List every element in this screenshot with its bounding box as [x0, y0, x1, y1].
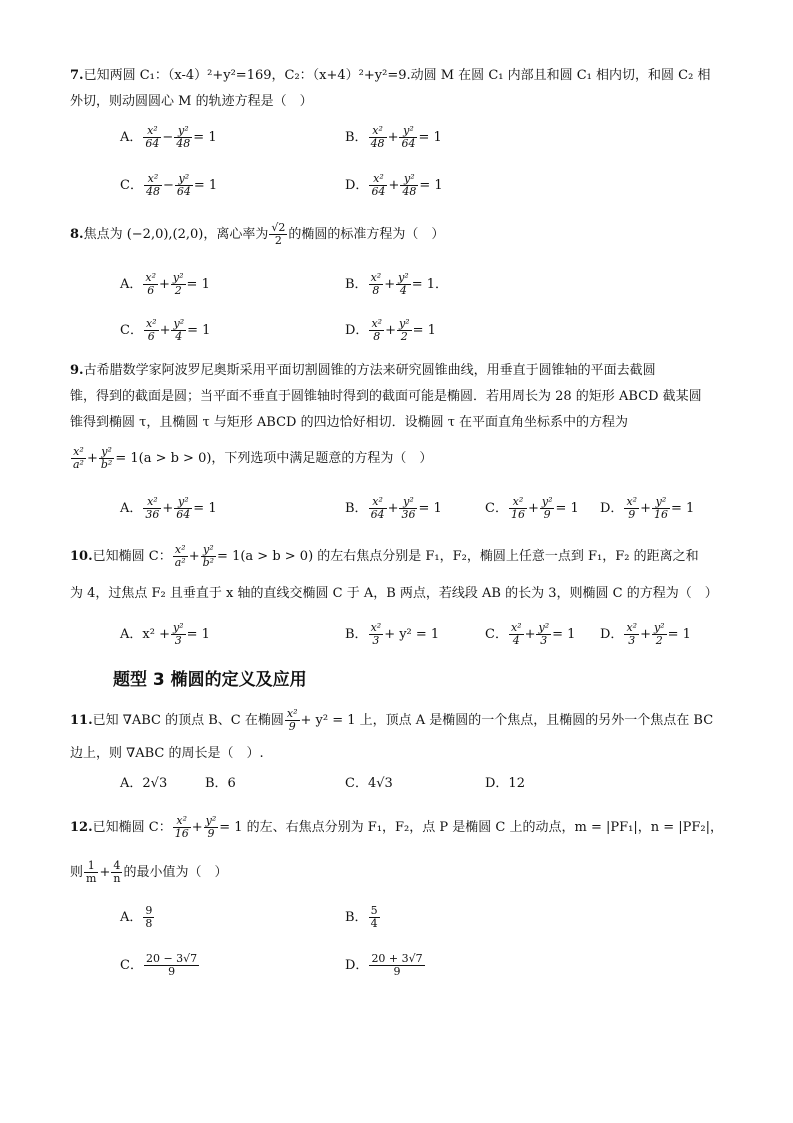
q7-option-a[interactable]: A． $\frac{\text{x²}}{64}$ − $\frac{\text{y²}}{48}$ = 1	[120, 124, 217, 150]
q10-option-a[interactable]: A．x² + $\frac{\text{y²}}{3}$ = 1	[120, 621, 210, 647]
question-7	[70, 63, 732, 115]
q11-option-d[interactable]: D．12	[485, 776, 525, 791]
q12-option-a[interactable]: A． $\frac{9}{8}$	[120, 904, 153, 930]
question-12-line1: 12.已知椭圆 C： $\frac{\text{x²}}{16}$ + $\frac{\text{y²}}{9}$ = 1 的左、右焦点分别为 F₁，F₂，点 P 是椭圆 C 上的动点，m = |PF₁|，n = |PF₂|，	[70, 814, 723, 840]
q10-option-d[interactable]: D． $\frac{\text{x²}}{3}$ + $\frac{\text{y²}}{2}$ = 1	[600, 621, 691, 647]
q12-option-c[interactable]: C． $\frac{20 - 3√7}{9}$	[120, 952, 198, 978]
question-7-line1: 7.已知两圆 C₁：（x-4）²+y²=169，C₂：（x+4）²+y²=9.动圆 M 在圆 C₁ 内部且和圆 C₁ 相内切，和圆 C₂ 相	[70, 68, 711, 83]
q9-option-b[interactable]: B． $\frac{\text{x²}}{64}$ + $\frac{\text{y²}}{36}$ = 1	[345, 495, 442, 521]
question-10-line1: 10.已知椭圆 C： $\frac{\text{x²}}{\text{a²}}$ + $\frac{\text{y²}}{\text{b²}}$ = 1(a > b > 0) 的左右焦点分别是 F₁，F₂，椭圆上任意一点到 F₁，F₂ 的距离之和	[70, 543, 699, 569]
q8-option-d[interactable]: D． $\frac{\text{x²}}{8}$ + $\frac{\text{y²}}{2}$ = 1	[345, 317, 436, 343]
question-8: 8.焦点为 (−2,0),(2,0)，离心率为 $\frac{√2}{2}$ 的椭圆的标准方程为（ ）	[70, 221, 445, 247]
question-7-line2: 外切，则动圆圆心 M 的轨迹方程是（ ）	[70, 94, 313, 109]
q9-option-d[interactable]: D． $\frac{\text{x²}}{9}$ + $\frac{\text{y²}}{16}$ = 1	[600, 495, 695, 521]
q7-option-c[interactable]: C． $\frac{\text{x²}}{48}$ − $\frac{\text{y²}}{64}$ = 1	[120, 172, 218, 198]
question-9-equation: $\frac{\text{x²}}{\text{a²}}$ + $\frac{\text{y²}}{\text{b²}}$ = 1(a > b > 0)，下列选项中满足题意的方程为（ ）	[73, 445, 433, 471]
q10-option-c[interactable]: C． $\frac{\text{x²}}{4}$ + $\frac{\text{y²}}{3}$ = 1	[485, 621, 576, 647]
q8-option-c[interactable]: C． $\frac{\text{x²}}{6}$ + $\frac{\text{y²}}{4}$ = 1	[120, 317, 211, 343]
q7-option-d[interactable]: D． $\frac{\text{x²}}{64}$ + $\frac{\text{y²}}{48}$ = 1	[345, 172, 443, 198]
question-12-line2: 则 $\frac{1}{m}$ + $\frac{4}{n}$ 的最小值为（ ）	[70, 859, 228, 885]
q12-option-d[interactable]: D． $\frac{20 + 3√7}{9}$	[345, 952, 423, 978]
question-11-line2: 边上，则 ∇ABC 的周长是（ ）.	[70, 746, 264, 761]
q7-option-b[interactable]: B． $\frac{\text{x²}}{48}$ + $\frac{\text{y²}}{64}$ = 1	[345, 124, 442, 150]
q12-option-b[interactable]: B． $\frac{5}{4}$	[345, 904, 378, 930]
q11-option-c[interactable]: C．4√3	[345, 776, 393, 791]
question-11-line1: 11.已知 ∇ABC 的顶点 B、C 在椭圆 $\frac{\text{x²}}{9}$ + y² = 1 上，顶点 A 是椭圆的一个焦点，且椭圆的另外一个焦点在 BC	[70, 707, 714, 733]
q11-option-a[interactable]: A．2√3	[120, 776, 168, 791]
q10-option-b[interactable]: B． $\frac{\text{x²}}{3}$ + y² = 1	[345, 621, 440, 647]
q9-option-a[interactable]: A． $\frac{\text{x²}}{36}$ + $\frac{\text{y²}}{64}$ = 1	[120, 495, 217, 521]
q8-option-b[interactable]: B． $\frac{\text{x²}}{8}$ + $\frac{\text{y²}}{4}$ = 1．	[345, 271, 449, 297]
q9-option-c[interactable]: C． $\frac{\text{x²}}{16}$ + $\frac{\text{y²}}{9}$ = 1	[485, 495, 579, 521]
section-heading: 题型 3 椭圆的定义及应用	[113, 670, 307, 690]
question-9: 9.古希腊数学家阿波罗尼奥斯采用平面切割圆锥的方法来研究圆锥曲线，用垂直于圆锥轴的平面去截圆 锥，得到的截面是圆；当平面不垂直于圆锥轴时得到的截面可能是椭圆．若用周长为 28 的矩形 ABCD 截某圆 锥得到椭圆 τ，且椭圆 τ 与矩形 ABCD 的四边恰好相切．设椭圆 τ 在平面直角坐标系中的方程为	[70, 363, 702, 430]
q11-option-b[interactable]: B．6	[205, 776, 236, 791]
q8-option-a[interactable]: A． $\frac{\text{x²}}{6}$ + $\frac{\text{y²}}{2}$ = 1	[120, 271, 210, 297]
question-10-line2: 为 4，过焦点 F₂ 且垂直于 x 轴的直线交椭圆 C 于 A，B 两点，若线段 AB 的长为 3，则椭圆 C 的方程为（ ）	[70, 586, 718, 601]
